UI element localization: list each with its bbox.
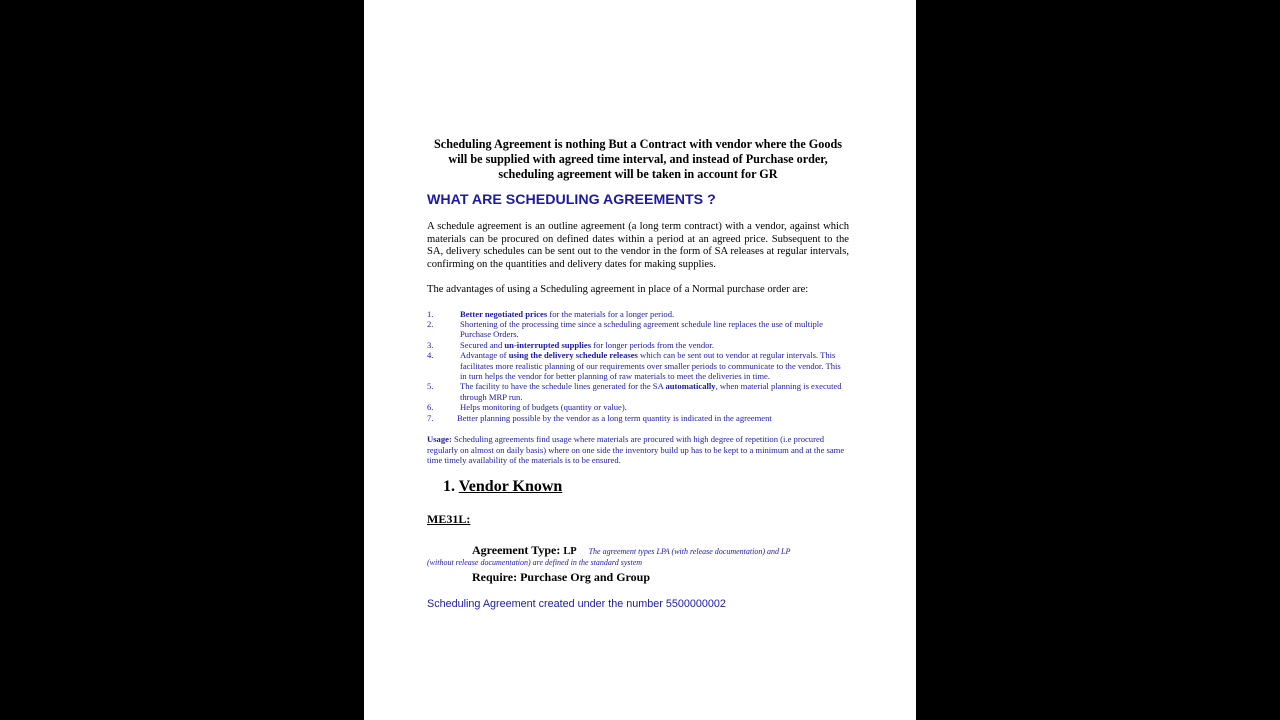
agreement-type-label: Agreement Type: bbox=[472, 542, 561, 557]
advantages-intro: The advantages of using a Scheduling agreement in place of a Normal purchase order are: bbox=[427, 283, 809, 295]
list-item: 2. Shortening of the processing time since a scheduling agreement schedule line replaces the use of multiple Purchase Orders. bbox=[427, 318, 823, 340]
document-content bbox=[427, 137, 849, 611]
list-item: 5. The facility to have the schedule lines generated for the SA automatically, when material planning is executed through MRP run. bbox=[427, 381, 842, 402]
document-page bbox=[364, 0, 916, 720]
list-item: 6. Helps monitoring of budgets (quantity or value). bbox=[427, 402, 627, 413]
usage-paragraph bbox=[427, 434, 849, 466]
definition-paragraph: A schedule agreement is an outline agreement (a long term contract) with a vendor, against which materials can be procured on defined dates within a period at an agreed price. Subsequent to the SA, delivery schedules can be sent out to the vendor in the form of SA releases at regular intervals, confirming on the quantities and delivery dates for making supplies. bbox=[427, 221, 849, 271]
list-item: 1. Better negotiated prices for the materials for a longer period. bbox=[427, 308, 675, 319]
usage-text: Scheduling agreements find usage where materials are procured with high degree of repetition (i.e procured regularly on almost on daily basis) where on one side the inventory build up has to be kept to a minimum and at the same time timely availability of the materials is to be ensured. bbox=[427, 433, 845, 466]
list-item: 7. Better planning possible by the vendor as a long term quantity is indicated in the agreement bbox=[427, 412, 772, 423]
usage-label: Usage: bbox=[427, 433, 452, 444]
agreement-type-note-continued: (without release documentation) are defined in the standard system bbox=[427, 557, 643, 567]
agreement-type-value: LP bbox=[563, 545, 577, 557]
intro-text: Scheduling Agreement is nothing But a Contract with vendor where the Goods will be supplied with agreed time interval, and instead of Purchase order, scheduling agreement will be taken in account for GR bbox=[434, 137, 842, 181]
vendor-known-title: Vendor Known bbox=[458, 477, 563, 495]
list-item: 4. Advantage of using the delivery schedule releases which can be sent out to vendor at regular intervals. This facilitates more realistic planning of our requirements over smaller periods to communicate to the vendor. This in turn helps the vendor for better planning of raw materials to meet the deliveries in time. bbox=[427, 350, 841, 381]
agreement-type-line bbox=[427, 544, 849, 558]
list-item: 3. Secured and un-interrupted supplies for longer periods from the vendor. bbox=[427, 339, 714, 350]
section-heading: WHAT ARE SCHEDULING AGREEMENTS ? bbox=[427, 192, 716, 208]
transaction-code: ME31L: bbox=[427, 511, 471, 526]
agreement-type-note: The agreement types LPA (with release documentation) and LP bbox=[588, 546, 791, 556]
require-text: Require: Purchase Org and Group bbox=[472, 569, 651, 584]
vendor-known-heading: 1. Vendor Known bbox=[443, 477, 563, 495]
advantages-list bbox=[427, 309, 849, 423]
created-confirmation: Scheduling Agreement created under the number 5500000002 bbox=[427, 597, 726, 610]
